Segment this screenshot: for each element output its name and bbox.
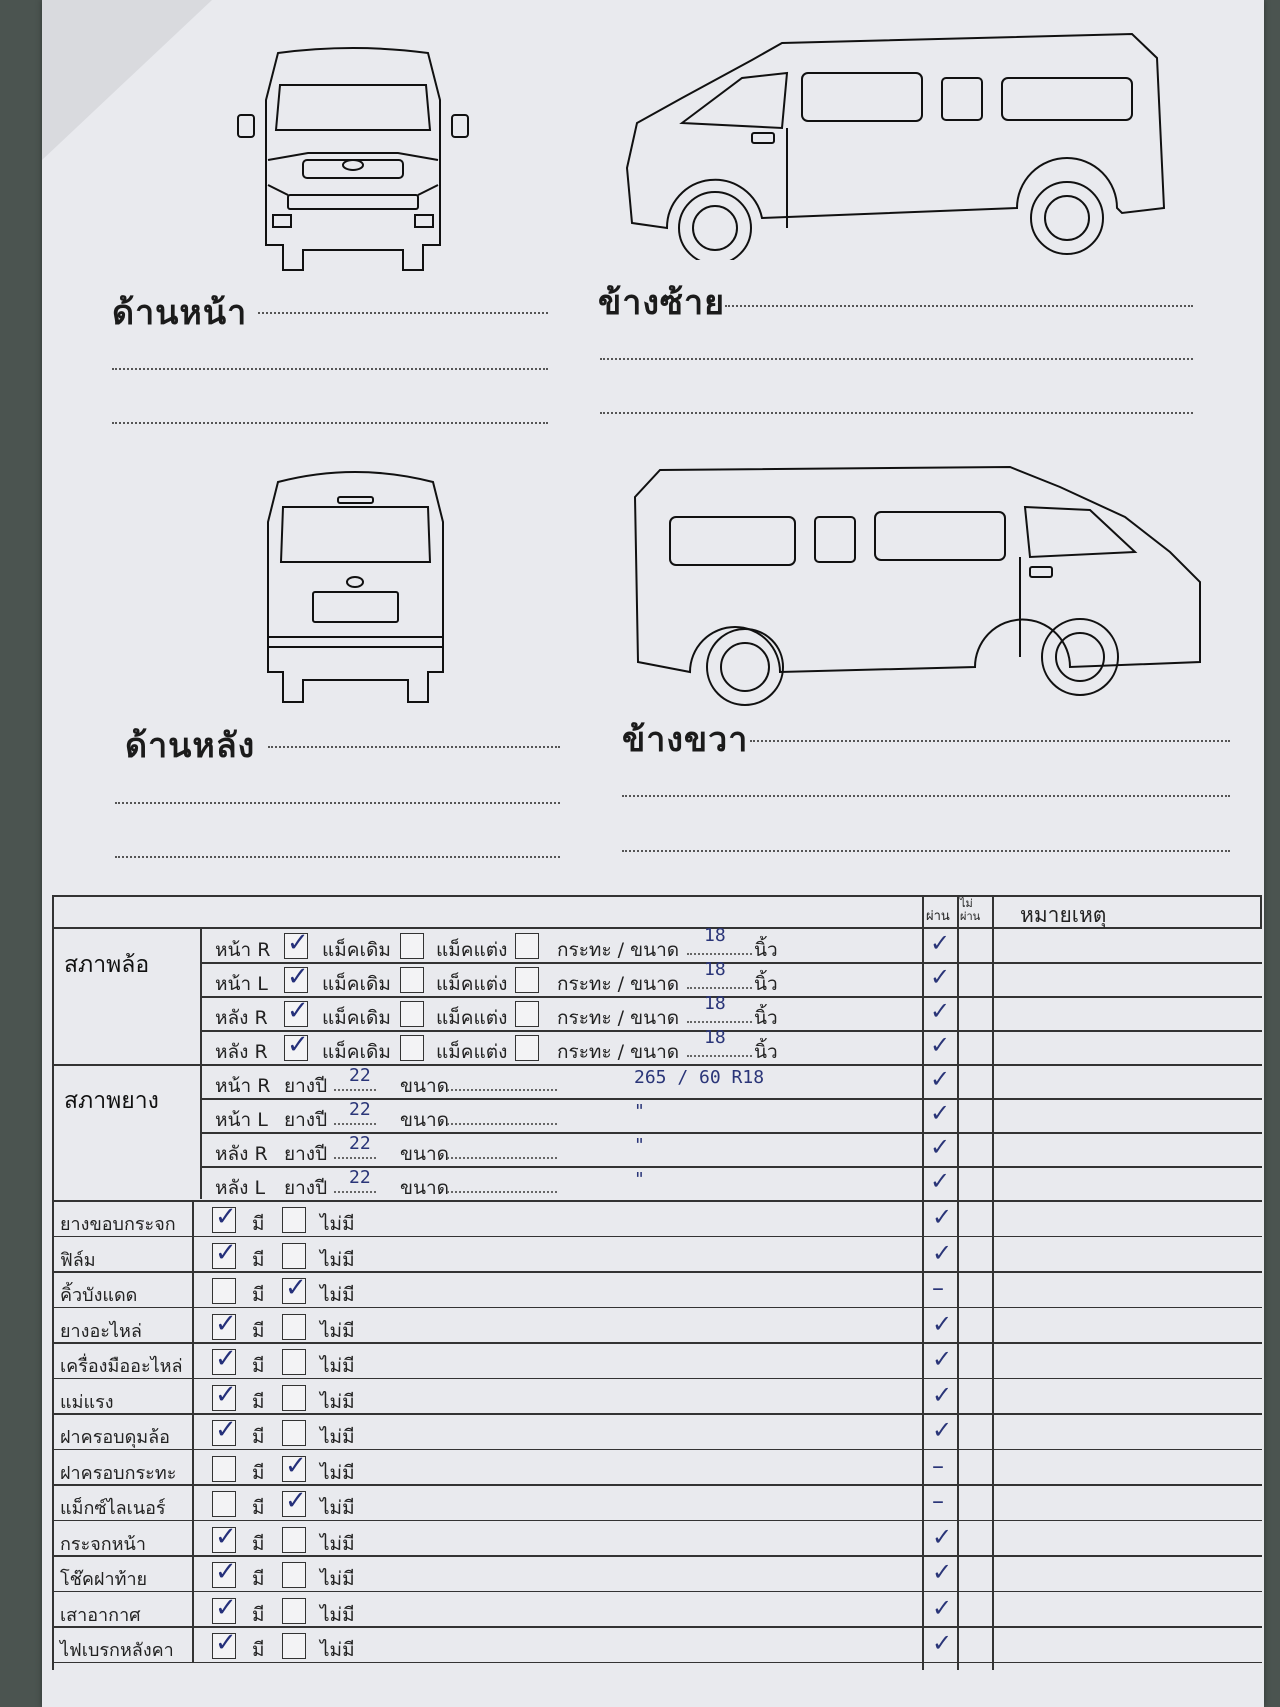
item-name: ฝาครอบดุมล้อ	[60, 1427, 170, 1448]
wheel-group-bottom	[52, 1064, 1262, 1066]
item-has-label: มี	[252, 1319, 265, 1342]
item-has-label: มี	[252, 1390, 265, 1413]
item-name: ยางอะไหล่	[60, 1320, 142, 1342]
item-nothave-label: ไม่มี	[320, 1284, 355, 1306]
tire-year-label: ยางปี	[284, 1177, 328, 1199]
item-nothave-label: ไม่มี	[320, 1319, 355, 1342]
wheel-opt2-label: แม็คแต่ง	[436, 1007, 508, 1029]
wheel-opt1-checkbox[interactable]	[400, 967, 424, 993]
item-nothave-checkbox[interactable]	[282, 1385, 306, 1411]
wheel-opt1-checkbox[interactable]	[400, 1001, 424, 1027]
col-remark-left	[992, 895, 994, 1670]
wheel-size-label: กระทะ / ขนาด	[557, 1007, 680, 1029]
wheel-opt1-label: แม็คเดิม	[322, 973, 391, 995]
item-has-checkbox[interactable]	[212, 1349, 236, 1375]
item-name: แม็กซ์ไลเนอร์	[60, 1498, 166, 1519]
tire-year-value: 22	[349, 1133, 371, 1154]
item-has-checkbox[interactable]	[212, 1456, 236, 1482]
item-nothave-label: ไม่มี	[320, 1497, 355, 1519]
pass-header: ผ่าน	[926, 909, 950, 924]
item-nothave-checkbox[interactable]	[282, 1562, 306, 1588]
item-has-checkbox[interactable]	[212, 1420, 236, 1446]
wheel-row-line	[200, 1030, 1262, 1032]
item-pass-mark: ✓	[932, 1380, 953, 1409]
inspection-table	[52, 895, 1262, 1670]
wheel-size-label: กระทะ / ขนาด	[557, 1041, 680, 1063]
wheel-row-checkbox[interactable]	[284, 1001, 308, 1027]
wheel-size-unit: นิ้ว	[754, 1041, 778, 1063]
item-name: โช๊คฝาท้าย	[60, 1569, 148, 1590]
item-name: คิ้วบังแดด	[60, 1285, 138, 1306]
item-nothave-checkbox[interactable]	[282, 1314, 306, 1340]
right-line-2	[622, 795, 1230, 797]
item-has-label: มี	[252, 1603, 265, 1626]
right-view-label: ข้างขวา	[622, 720, 749, 760]
item-pass-mark: ✓	[932, 1309, 953, 1338]
item-nothave-label: ไม่มี	[320, 1461, 355, 1484]
wheel-row-checkbox[interactable]	[284, 1035, 308, 1061]
item-nothave-label: ไม่มี	[320, 1390, 355, 1413]
item-name: เครื่องมืออะไหล่	[60, 1356, 183, 1377]
front-view-label: ด้านหน้า	[112, 293, 248, 333]
wheel-pass-mark: ✓	[930, 963, 951, 991]
item-nothave-checkbox[interactable]	[282, 1491, 306, 1517]
tire-size-label: ขนาด	[400, 1109, 449, 1131]
tire-size-value: 265 / 60 R18	[634, 1067, 765, 1088]
item-nothave-checkbox[interactable]	[282, 1243, 306, 1269]
wheel-opt2-checkbox[interactable]	[515, 933, 539, 959]
tire-size-label: ขนาด	[400, 1177, 449, 1199]
item-nothave-checkbox[interactable]	[282, 1420, 306, 1446]
tire-year-dots	[334, 1157, 376, 1159]
left-line-2	[600, 358, 1193, 360]
item-has-label: มี	[252, 1497, 265, 1519]
item-name: แม่แรง	[60, 1391, 114, 1413]
item-pass-mark: ✓	[932, 1629, 953, 1657]
wheel-position: หลัง R	[215, 1041, 268, 1063]
van-left-side-drawing	[612, 28, 1172, 260]
item-has-checkbox[interactable]	[212, 1598, 236, 1624]
col-fail-left	[957, 895, 959, 1670]
van-front-drawing	[228, 45, 478, 275]
item-has-label: มี	[252, 1213, 265, 1235]
item-nothave-label: ไม่มี	[320, 1603, 355, 1626]
wheel-size-label: กระทะ / ขนาด	[557, 939, 680, 961]
wheel-opt1-label: แม็คเดิม	[322, 1041, 391, 1063]
tire-size-value: "	[634, 1135, 645, 1156]
item-nothave-checkbox[interactable]	[282, 1349, 306, 1375]
wheel-row-checkbox[interactable]	[284, 933, 308, 959]
item-nothave-checkbox[interactable]	[282, 1598, 306, 1624]
wheel-size-value: 18	[704, 1027, 726, 1048]
rear-line-3	[115, 856, 560, 858]
wheel-opt1-checkbox[interactable]	[400, 933, 424, 959]
tire-size-value: "	[634, 1169, 645, 1190]
item-has-label: มี	[252, 1532, 265, 1555]
wheel-position: หลัง R	[215, 1007, 268, 1029]
wheel-size-dots	[687, 953, 752, 955]
item-nothave-label: ไม่มี	[320, 1532, 355, 1555]
item-nothave-label: ไม่มี	[320, 1426, 355, 1448]
tire-year-label: ยางปี	[284, 1143, 328, 1165]
wheel-opt2-checkbox[interactable]	[515, 1001, 539, 1027]
wheel-position: หน้า L	[215, 973, 268, 995]
item-pass-mark: ✓	[932, 1345, 953, 1373]
tire-year-value: 22	[349, 1099, 371, 1120]
fail-header: ไม่ผ่าน	[960, 897, 981, 923]
van-rear-drawing	[248, 462, 463, 707]
item-has-checkbox[interactable]	[212, 1491, 236, 1517]
wheel-opt2-label: แม็คแต่ง	[436, 939, 508, 961]
wheel-size-value: 18	[704, 959, 726, 980]
item-has-label: มี	[252, 1426, 265, 1448]
wheel-pass-mark: ✓	[930, 1031, 951, 1059]
wheel-pass-mark: ✓	[930, 929, 951, 957]
item-nothave-checkbox[interactable]	[282, 1278, 306, 1304]
item-name: กระจกหน้า	[60, 1533, 146, 1555]
item-nothave-checkbox[interactable]	[282, 1456, 306, 1482]
wheel-row-line	[200, 962, 1262, 964]
wheel-pass-mark: ✓	[930, 997, 951, 1025]
tire-pass-mark: ✓	[930, 1099, 951, 1127]
item-pass-mark: ✓	[932, 1558, 953, 1586]
item-pass-mark: ✓	[932, 1238, 953, 1267]
tire-pass-mark: ✓	[930, 1167, 951, 1195]
remark-header: หมายเหตุ	[1020, 903, 1107, 927]
rear-line-1	[268, 746, 560, 748]
tire-size-value: "	[634, 1101, 645, 1122]
wheel-size-unit: นิ้ว	[754, 939, 778, 961]
item-nothave-label: ไม่มี	[320, 1568, 355, 1590]
wheel-row-checkbox[interactable]	[284, 967, 308, 993]
item-nothave-label: ไม่มี	[320, 1639, 355, 1661]
item-nothave-label: ไม่มี	[320, 1248, 355, 1271]
item-pass-mark: ✓	[932, 1203, 953, 1231]
paper-fold	[42, 0, 212, 160]
item-nothave-label: ไม่มี	[320, 1213, 355, 1235]
item-has-checkbox[interactable]	[212, 1243, 236, 1269]
wheel-row-line	[200, 996, 1262, 998]
item-pass-mark: –	[932, 1451, 944, 1480]
item-name: ยางขอบกระจก	[60, 1214, 176, 1235]
left-view-label: ข้างซ้าย	[598, 283, 726, 323]
table-left-border	[52, 895, 54, 1670]
item-has-label: มี	[252, 1248, 265, 1271]
tire-pass-mark: ✓	[930, 1065, 951, 1093]
item-has-checkbox[interactable]	[212, 1278, 236, 1304]
item-name: ไฟเบรกหลังคา	[60, 1640, 174, 1661]
item-has-checkbox[interactable]	[212, 1385, 236, 1411]
item-nothave-checkbox[interactable]	[282, 1633, 306, 1659]
item-has-checkbox[interactable]	[212, 1633, 236, 1659]
left-line-1	[725, 305, 1193, 307]
tire-year-dots	[334, 1191, 376, 1193]
wheel-size-value: 18	[704, 993, 726, 1014]
tire-size-dots	[447, 1157, 557, 1159]
table-top-border	[52, 895, 1262, 897]
wheel-size-dots	[687, 987, 752, 989]
wheel-size-unit: นิ้ว	[754, 973, 778, 995]
item-pass-mark: ✓	[932, 1416, 953, 1444]
wheel-opt1-label: แม็คเดิม	[322, 1007, 391, 1029]
item-name: ฟิล์ม	[60, 1249, 96, 1271]
rear-view-label: ด้านหลัง	[125, 726, 256, 766]
tire-size-label: ขนาด	[400, 1075, 449, 1097]
wheel-opt2-label: แม็คแต่ง	[436, 973, 508, 995]
item-has-label: มี	[252, 1355, 265, 1377]
right-line-1	[750, 740, 1230, 742]
right-line-3	[622, 850, 1230, 852]
tire-year-dots	[334, 1089, 376, 1091]
item-has-label: มี	[252, 1461, 265, 1484]
item-row-line	[52, 1484, 1262, 1486]
item-has-checkbox[interactable]	[212, 1562, 236, 1588]
van-right-side-drawing	[630, 462, 1205, 707]
tire-year-dots	[334, 1123, 376, 1125]
wheel-size-unit: นิ้ว	[754, 1007, 778, 1029]
item-pass-mark: –	[932, 1487, 944, 1515]
front-line-3	[112, 422, 548, 424]
item-nothave-checkbox[interactable]	[282, 1527, 306, 1553]
tire-year-label: ยางปี	[284, 1075, 328, 1097]
item-pass-mark: ✓	[932, 1522, 953, 1551]
item-has-label: มี	[252, 1284, 265, 1306]
front-line-2	[112, 368, 548, 370]
item-has-label: มี	[252, 1568, 265, 1590]
item-has-checkbox[interactable]	[212, 1314, 236, 1340]
wheel-opt1-label: แม็คเดิม	[322, 939, 391, 961]
item-row-line	[52, 1449, 1262, 1451]
item-has-checkbox[interactable]	[212, 1527, 236, 1553]
left-line-3	[600, 412, 1193, 414]
tire-size-dots	[447, 1123, 557, 1125]
item-has-label: มี	[252, 1639, 265, 1661]
wheel-opt2-label: แม็คแต่ง	[436, 1041, 508, 1063]
wheel-size-label: กระทะ / ขนาด	[557, 973, 680, 995]
tire-size-dots	[447, 1089, 557, 1091]
wheel-size-dots	[687, 1055, 752, 1057]
wheel-group-label: สภาพล้อ	[64, 952, 150, 978]
item-has-checkbox[interactable]	[212, 1207, 236, 1233]
wheel-position: หน้า R	[215, 939, 271, 961]
tire-pass-mark: ✓	[930, 1133, 951, 1161]
wheel-opt1-checkbox[interactable]	[400, 1035, 424, 1061]
tire-year-label: ยางปี	[284, 1109, 328, 1131]
tire-group-label: สภาพยาง	[64, 1088, 159, 1114]
group-col-divider	[200, 927, 202, 1199]
tire-size-dots	[447, 1191, 557, 1193]
col-pass-left	[922, 895, 924, 1670]
tire-position: หลัง L	[215, 1177, 266, 1199]
tire-position: หลัง R	[215, 1143, 268, 1165]
rear-line-2	[115, 802, 560, 804]
wheel-size-value: 18	[704, 925, 726, 946]
item-pass-mark: ✓	[932, 1593, 953, 1622]
item-nothave-checkbox[interactable]	[282, 1207, 306, 1233]
item-name: เสาอากาศ	[60, 1604, 141, 1626]
item-row-line	[52, 1271, 1262, 1273]
front-line-1	[258, 312, 548, 314]
tire-position: หน้า R	[215, 1075, 271, 1097]
tire-year-value: 22	[349, 1065, 371, 1086]
wheel-opt2-checkbox[interactable]	[515, 967, 539, 993]
item-pass-mark: –	[932, 1274, 944, 1302]
wheel-size-dots	[687, 1021, 752, 1023]
item-row-line	[52, 1662, 1262, 1664]
tire-year-value: 22	[349, 1167, 371, 1188]
item-nothave-label: ไม่มี	[320, 1355, 355, 1377]
tire-size-label: ขนาด	[400, 1143, 449, 1165]
tire-position: หน้า L	[215, 1109, 268, 1131]
wheel-opt2-checkbox[interactable]	[515, 1035, 539, 1061]
item-name: ฝาครอบกระทะ	[60, 1462, 177, 1484]
table-right-border	[1260, 895, 1262, 929]
